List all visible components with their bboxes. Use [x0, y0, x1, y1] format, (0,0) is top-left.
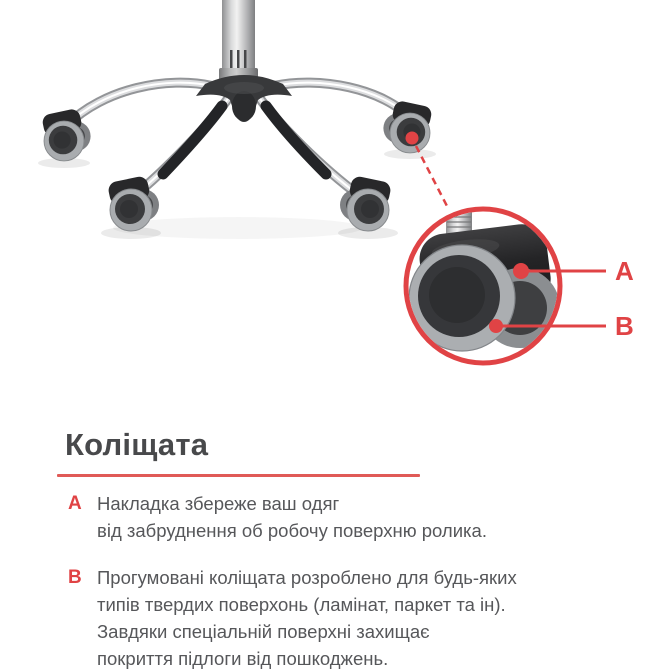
- title-underline: [57, 474, 420, 477]
- gas-cylinder: [219, 0, 258, 80]
- feature-item-a: [68, 490, 643, 544]
- feature-item-b: [68, 564, 643, 672]
- callout-label-a: A: [615, 256, 634, 286]
- feature-text-line: Накладка збереже ваш одяг: [97, 493, 340, 514]
- zoom-source-dot: [406, 132, 419, 145]
- feature-text-line: від забруднення об робочу поверхню ролика.: [97, 520, 487, 541]
- feature-marker-a: A: [68, 493, 82, 514]
- callout-label-b: B: [615, 311, 634, 341]
- feature-text-b: [97, 564, 517, 672]
- feature-text-line: Завдяки спеціальній поверхні захищає: [97, 621, 430, 642]
- feature-text-a: [97, 490, 487, 544]
- section-title: Коліщата: [65, 427, 209, 462]
- feature-marker-b: B: [68, 567, 82, 588]
- feature-list: [68, 490, 643, 672]
- caster-callout: [406, 207, 560, 363]
- casters: [41, 100, 433, 231]
- feature-text-line: типів твердих поверхонь (ламінат, паркет та ін).: [97, 594, 506, 615]
- feature-text-line: покриття підлоги від пошкоджень.: [97, 648, 389, 669]
- chair-base-photo: [38, 0, 436, 239]
- feature-text-line: Прогумовані коліщата розроблено для будь-яких: [97, 567, 517, 588]
